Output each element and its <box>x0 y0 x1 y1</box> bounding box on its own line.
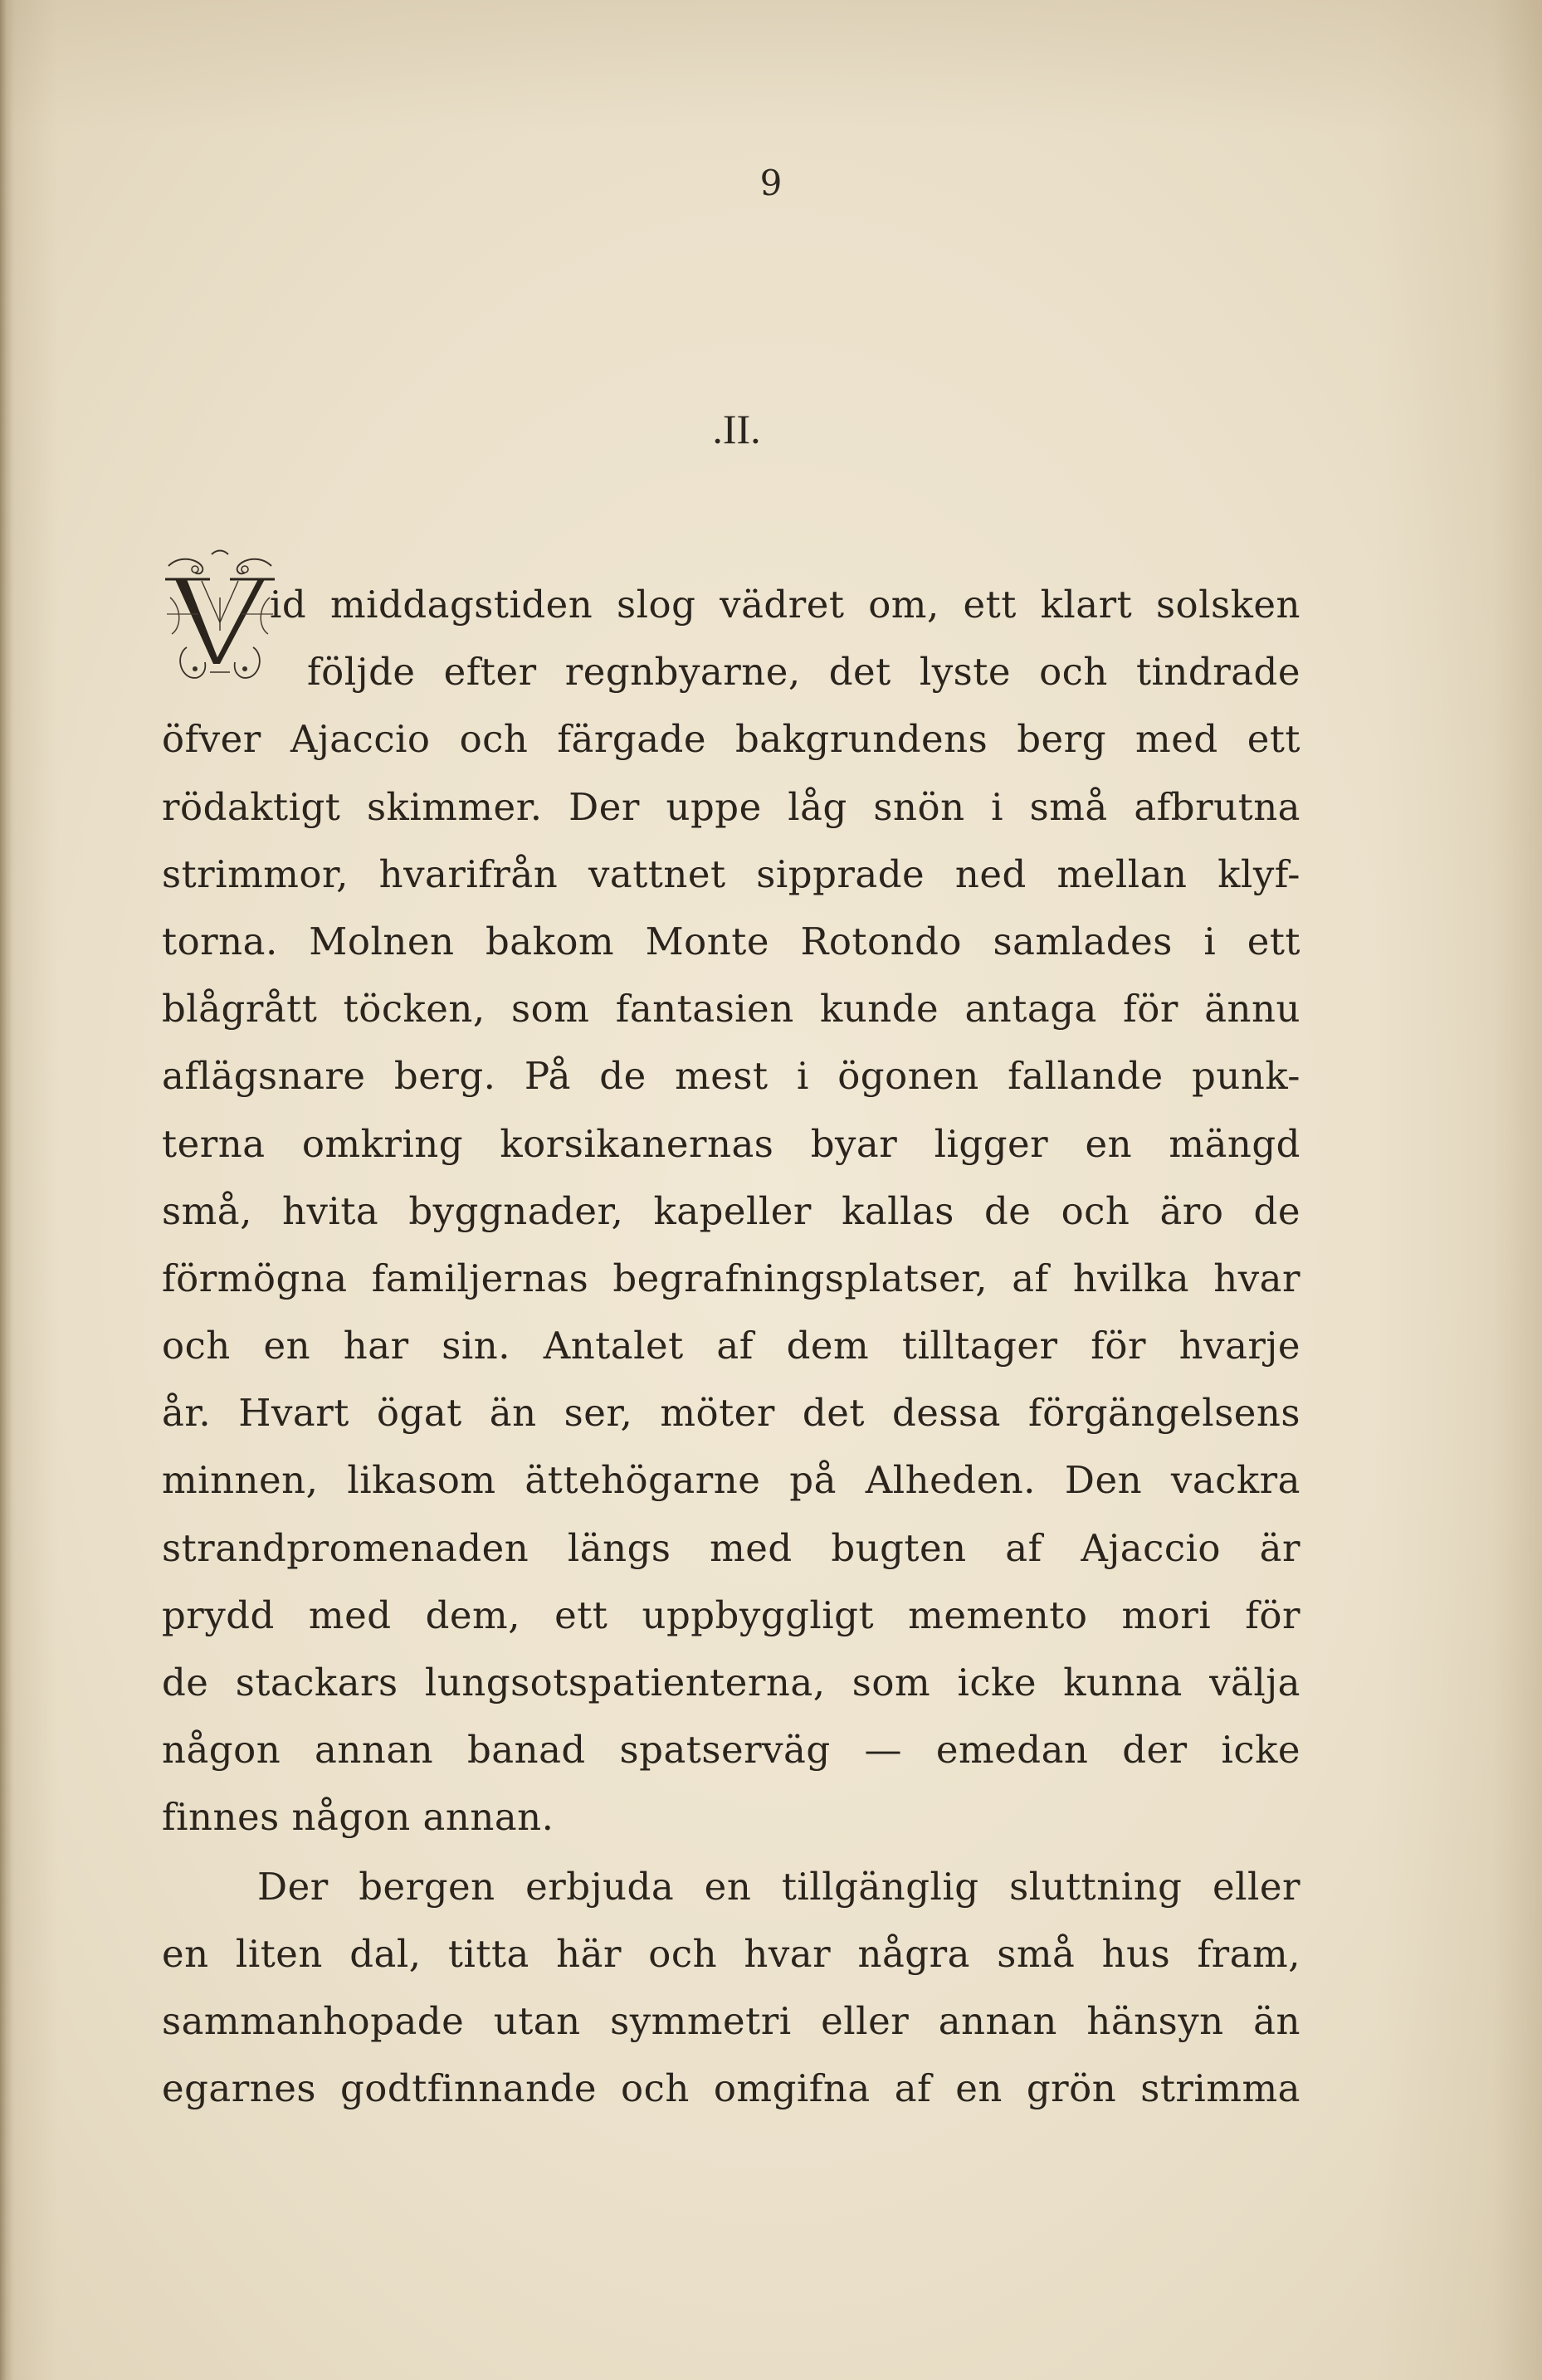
text-line: torna. Molnen bakom Monte Rotondo samlades i ett <box>162 919 1300 963</box>
page-number: 9 <box>759 163 783 203</box>
text-line: sammanhopade utan symmetri eller annan hänsyn än <box>162 1998 1300 2043</box>
text-line: prydd med dem, ett uppbyggligt memento mori för <box>162 1592 1300 1637</box>
text-line: blågrått töcken, som fantasien kunde antaga för ännu <box>162 987 1300 1031</box>
text-line: förmögna familjernas begrafningsplatser, af hvilka hvar <box>162 1256 1300 1300</box>
text-line: rödaktigt skimmer. Der uppe låg snön i små afbrutna <box>162 784 1300 829</box>
text-line: öfver Ajaccio och färgade bakgrundens berg med ett <box>162 717 1300 762</box>
paragraph-2 <box>162 1853 1300 2123</box>
text-line: strandpromenaden längs med bugten af Ajaccio är <box>162 1525 1300 1570</box>
text-line: egarnes godtfinnande och omgifna af en grön strimma <box>162 2066 1300 2111</box>
text-line: Der bergen erbjuda en tillgänglig sluttning eller <box>257 1864 1300 1909</box>
text-line: år. Hvart ögat än ser, möter det dessa förgängelsens <box>162 1391 1300 1436</box>
paragraph-1 <box>162 571 1300 1851</box>
text-line: terna omkring korsikanernas byar ligger en mängd <box>162 1121 1300 1166</box>
text-line: de stackars lungsotspatienterna, som icke kunna välja <box>162 1661 1300 1705</box>
text-line: minnen, likasom ättehögarne på Alheden. Den vackra <box>162 1458 1300 1503</box>
text-line: en liten dal, titta här och hvar några små hus fram, <box>162 1931 1300 1976</box>
text-line: någon annan banad spatserväg — emedan der icke <box>162 1728 1300 1773</box>
text-line: följde efter regnbyarne, det lyste och tindrade <box>307 650 1300 695</box>
text-line: strimmor, hvarifrån vattnet sipprade ned mellan klyf- <box>162 851 1300 896</box>
chapter-heading: .II. <box>712 406 761 452</box>
text-line: id middagstiden slog vädret om, ett klart solsken <box>270 583 1300 627</box>
text-line: och en har sin. Antalet af dem tilltager för hvarje <box>162 1324 1300 1368</box>
text-line: finnes någon annan. <box>162 1795 554 1840</box>
body-text <box>162 571 1300 2122</box>
text-line: aflägsnare berg. På de mest i ögonen fallande punk- <box>162 1054 1300 1099</box>
text-line: små, hvita byggnader, kapeller kallas de och äro de <box>162 1188 1300 1233</box>
binding-edge <box>0 0 12 2380</box>
